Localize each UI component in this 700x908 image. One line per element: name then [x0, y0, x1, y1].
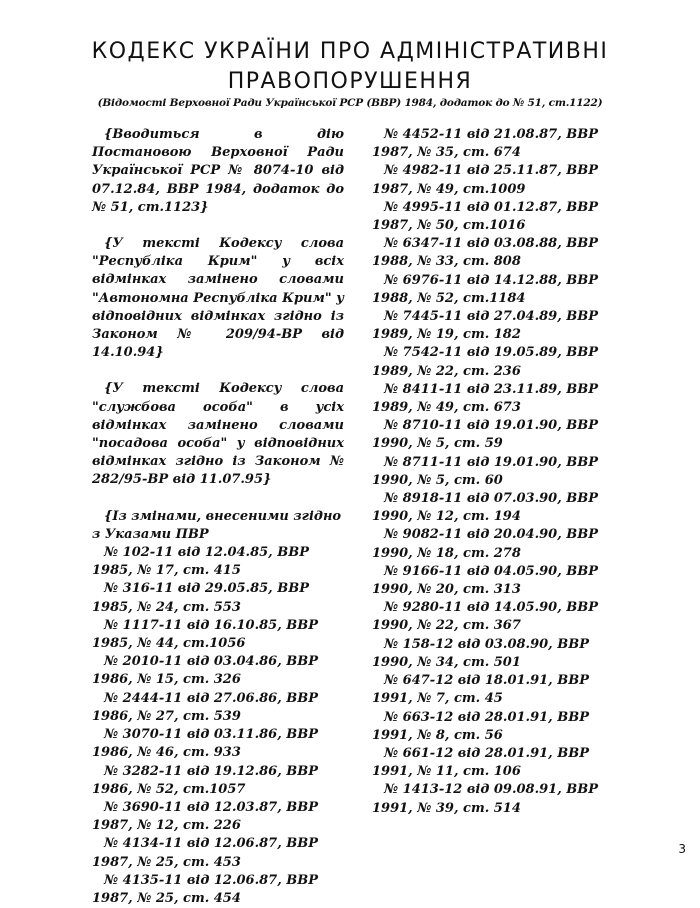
amendment-entry: № 2444-11 від 27.06.86, ВВР 1986, № 27, ст. 539 [92, 690, 319, 724]
title-line-1: КОДЕКС УКРАЇНИ ПРО АДМІНІСТРАТИВНІ [91, 38, 609, 64]
amendment-entry: № 4995-11 від 01.12.87, ВВР 1987, № 50, ст.1016 [372, 199, 599, 234]
document-title [0, 37, 700, 97]
amendment-entry: № 1117-11 від 16.10.85, ВВР 1985, № 44, ст.1056 [92, 617, 319, 652]
amendment-entry: № 4982-11 від 25.11.87, ВВР 1987, № 49, ст.1009 [372, 163, 599, 197]
amendment-entry: № 158-12 від 03.08.90, ВВР 1990, № 34, ст. 501 [372, 636, 589, 670]
amendment-entry: № 8411-11 від 23.11.89, ВВР 1989, № 49, ст. 673 [372, 381, 599, 416]
amendment-entry: № 4134-11 від 12.06.87, ВВР 1987, № 25, ст. 453 [92, 836, 319, 870]
amendment-entry: № 6347-11 від 03.08.88, ВВР 1988, № 33, ст. 808 [372, 236, 599, 270]
note-official: {У тексті Кодексу слова "службова особа" в усіх відмінках замінено словами "посадова особа" у відповідних відмінках згідно із Законом № 282/95-ВР від 11.07.95} [92, 381, 344, 488]
page-number: 3 [678, 842, 686, 856]
amendment-entry: № 102-11 від 12.04.85, ВВР 1985, № 17, ст. 415 [92, 545, 309, 579]
amendment-entry: № 316-11 від 29.05.85, ВВР 1985, № 24, ст. 553 [92, 581, 309, 615]
amendment-entry: № 8710-11 від 19.01.90, ВВР 1990, № 5, ст. 59 [372, 418, 599, 452]
amendments-intro: {Із змінами, внесеними згідно з Указами ПВР [92, 508, 342, 542]
right-amendment-list [372, 126, 624, 818]
amendment-entry: № 9166-11 від 04.05.90, ВВР 1990, № 20, ст. 313 [372, 563, 599, 598]
amendment-entry: № 9082-11 від 20.04.90, ВВР 1990, № 18, ст. 278 [372, 527, 599, 561]
amendment-entry: № 1413-12 від 09.08.91, ВВР 1991, № 39, ст. 514 [372, 782, 599, 816]
right-column [372, 126, 624, 818]
amendment-entry: № 3282-11 від 19.12.86, ВВР 1986, № 52, ст.1057 [92, 763, 319, 797]
source-reference: (Відомості Верховної Ради Української РСР (ВВР) 1984, додаток до № 51, ст.1122) [97, 97, 603, 109]
amendment-entry: № 661-12 від 28.01.91, ВВР 1991, № 11, ст. 106 [372, 745, 589, 780]
note-enactment: {Вводиться в дію Постановою Верховної Ради Української РСР № 8074-10 від 07.12.84, ВВР 1984, додаток до № 51, ст.1123} [92, 127, 344, 215]
amendment-entry: № 4452-11 від 21.08.87, ВВР 1987, № 35, ст. 674 [372, 127, 599, 161]
note-crimea: {У тексті Кодексу слова "Республіка Крим" у всіх відмінках замінено словами "Автономна Республіка Крим" у відповідних відмінках згідно із Законом № 209/94-ВР від 14.10.94} [92, 236, 344, 361]
left-column [92, 126, 344, 908]
title-line-2: ПРАВОПОРУШЕННЯ [227, 68, 473, 94]
amendment-entry: № 647-12 від 18.01.91, ВВР 1991, № 7, ст. 45 [372, 673, 589, 707]
amendment-entry: № 7542-11 від 19.05.89, ВВР 1989, № 22, ст. 236 [372, 345, 599, 379]
amendment-entry: № 6976-11 від 14.12.88, ВВР 1988, № 52, ст.1184 [372, 272, 599, 306]
amendment-entry: № 3070-11 від 03.11.86, ВВР 1986, № 46, ст. 933 [92, 727, 319, 761]
amendment-entry: № 4135-11 від 12.06.87, ВВР 1987, № 25, ст. 454 [92, 872, 319, 906]
amendment-entry: № 8711-11 від 19.01.90, ВВР 1990, № 5, ст. 60 [372, 454, 599, 488]
amendment-entry: № 7445-11 від 27.04.89, ВВР 1989, № 19, ст. 182 [372, 309, 599, 343]
amendment-entry: № 2010-11 від 03.04.86, ВВР 1986, № 15, ст. 326 [92, 654, 319, 688]
amendment-entry: № 3690-11 від 12.03.87, ВВР 1987, № 12, ст. 226 [92, 799, 319, 834]
amendment-entry: № 8918-11 від 07.03.90, ВВР 1990, № 12, ст. 194 [372, 491, 599, 525]
amendment-entry: № 9280-11 від 14.05.90, ВВР 1990, № 22, ст. 367 [372, 600, 599, 634]
left-amendment-list [92, 544, 344, 908]
amendment-entry: № 663-12 від 28.01.91, ВВР 1991, № 8, ст. 56 [372, 709, 589, 743]
